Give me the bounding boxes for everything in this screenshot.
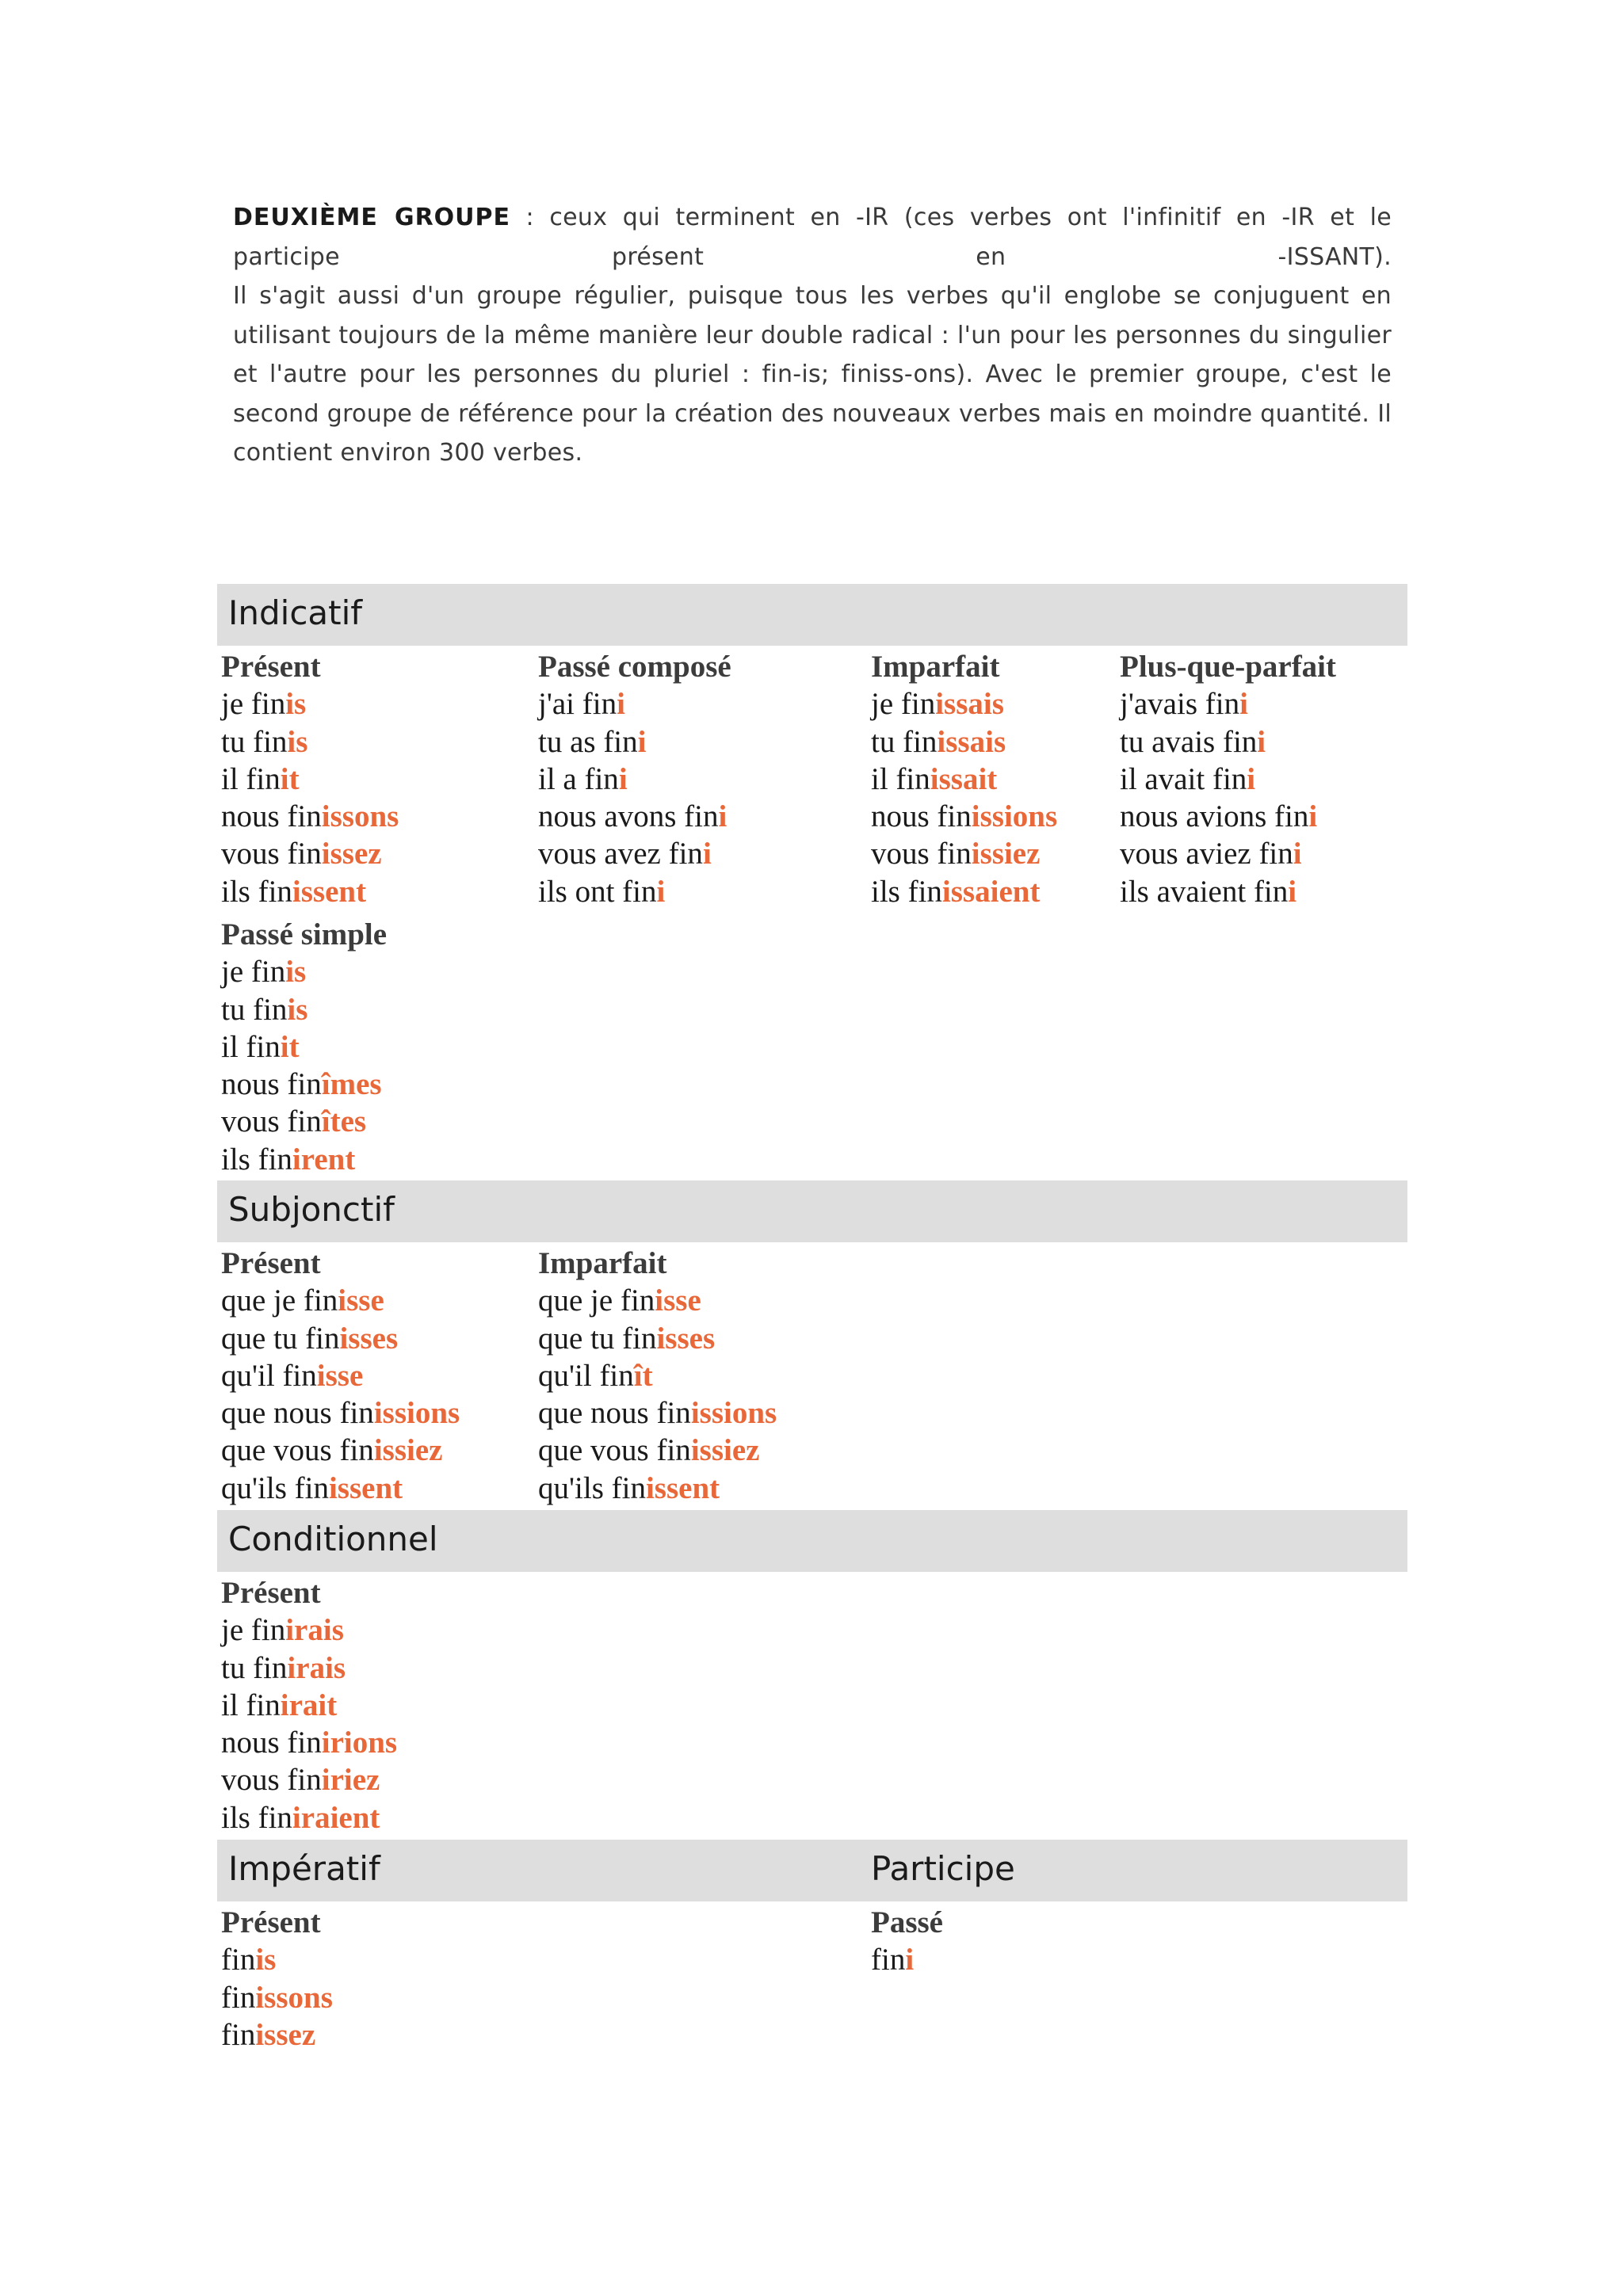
verb-stem: fin: [221, 2017, 256, 2052]
conjugation-row: [221, 1028, 387, 1066]
conjugation-row: [221, 1066, 387, 1103]
verb-stem: vous aviez fin: [1120, 837, 1293, 871]
verb-stem: je fin: [221, 1613, 286, 1648]
tense-heading: Imparfait: [871, 650, 1000, 684]
conjugation-row: [221, 953, 387, 990]
verb-stem: que tu fin: [221, 1321, 340, 1356]
tense-heading: Imparfait: [538, 1246, 667, 1280]
verb-stem: fin: [871, 1943, 906, 1978]
tense-heading: Présent: [221, 1905, 321, 1939]
section-band-imperatif-participe: [217, 1840, 1407, 1901]
conditionnel-present-column: [221, 1574, 397, 1836]
conjugation-row: [221, 1687, 397, 1724]
verb-stem: nous fin: [221, 1726, 322, 1760]
verb-stem: j'ai fin: [538, 687, 617, 722]
verb-stem: il fin: [871, 761, 930, 796]
verb-ending: i: [1239, 687, 1248, 722]
verb-ending: irais: [285, 1613, 344, 1648]
conjugation-row: [871, 685, 1057, 723]
conjugation-row: [538, 1432, 777, 1469]
conjugation-row: [538, 1394, 777, 1432]
verb-stem: vous fin: [871, 837, 972, 871]
conjugation-row: [221, 1761, 397, 1798]
verb-stem: que nous fin: [538, 1396, 691, 1431]
conjugation-row: [221, 1470, 460, 1507]
conjugation-row: [221, 1320, 460, 1357]
verb-ending: issions: [971, 799, 1058, 834]
participe-passe-column: [871, 1904, 943, 1979]
imperatif-present-column: [221, 1904, 333, 2054]
verb-ending: issons: [321, 799, 399, 834]
conjugation-row: [221, 1282, 460, 1319]
conjugation-row: [538, 798, 731, 835]
conjugation-row: [221, 2016, 333, 2054]
verb-stem: qu'il fin: [538, 1358, 634, 1393]
conjugation-row: [221, 1432, 460, 1469]
verb-ending: irait: [280, 1688, 338, 1722]
verb-ending: i: [656, 874, 666, 909]
conjugation-row: [221, 1941, 333, 1978]
conjugation-row: [538, 723, 731, 761]
conjugation-row: [221, 1141, 387, 1178]
section-title-indicatif: Indicatif: [228, 593, 363, 632]
conjugation-row: [871, 723, 1057, 761]
conjugation-row: [221, 835, 399, 872]
verb-ending: i: [905, 1943, 915, 1978]
section-title-conditionnel: Conditionnel: [228, 1520, 438, 1558]
verb-stem: qu'il fin: [221, 1358, 317, 1393]
verb-stem: que je fin: [221, 1283, 338, 1318]
conjugation-row: [871, 835, 1057, 872]
verb-stem: fin: [221, 1980, 256, 2015]
verb-ending: i: [617, 687, 625, 722]
verb-stem: ils ont fin: [538, 874, 657, 909]
conjugation-row: [538, 835, 731, 872]
verb-stem: nous fin: [221, 1067, 322, 1102]
conjugation-row: [538, 1470, 777, 1507]
conjugation-row: [221, 1357, 460, 1394]
verb-stem: que je fin: [538, 1283, 655, 1318]
verb-ending: i: [618, 761, 628, 796]
intro-line1-text: : ceux qui terminent en -IR (ces verbes ont l'infinitif en -IR et le: [525, 204, 1392, 231]
verb-stem: qu'ils fin: [221, 1470, 329, 1505]
verb-ending: issiez: [690, 1433, 760, 1468]
verb-ending: it: [280, 761, 300, 796]
conjugation-row: [221, 723, 399, 761]
verb-stem: vous fin: [221, 837, 322, 871]
conjugation-row: [221, 798, 399, 835]
verb-ending: îtes: [321, 1104, 367, 1139]
verb-stem: il fin: [221, 1688, 281, 1722]
intro-line-1: [233, 198, 1392, 238]
verb-stem: vous avez fin: [538, 837, 703, 871]
verb-ending: is: [287, 992, 308, 1027]
verb-stem: je fin: [871, 687, 936, 722]
verb-stem: ils fin: [221, 874, 292, 909]
conjugation-row: [221, 991, 387, 1028]
conjugation-row: [221, 1103, 387, 1140]
verb-ending: isse: [316, 1358, 364, 1393]
verb-stem: j'avais fin: [1120, 687, 1240, 722]
tense-heading: Plus-que-parfait: [1120, 650, 1336, 684]
verb-stem: que nous fin: [221, 1396, 374, 1431]
conjugation-row: [221, 1724, 397, 1761]
verb-ending: issions: [690, 1396, 777, 1431]
verb-ending: issiez: [971, 837, 1041, 871]
verb-stem: je fin: [221, 687, 286, 722]
tense-heading: Passé simple: [221, 917, 388, 952]
intro-body: Il s'agit aussi d'un groupe régulier, puisque tous les verbes qu'il englobe se conjuguent en utilisant toujours de la même manière leur double radical : l'un pour les personnes du singulier et l'autre pour les personnes du pluriel : fin-is; finiss-ons). Avec le premier groupe, c'est le second groupe de référence pour la création des nouveaux verbes mais en moindre quantité. Il contient environ 300 verbes.: [233, 282, 1392, 467]
conjugation-row: [871, 761, 1057, 798]
verb-stem: ils fin: [871, 874, 942, 909]
conjugation-row: [871, 1941, 943, 1978]
verb-ending: îmes: [321, 1067, 382, 1102]
conjugation-row: [538, 873, 731, 910]
verb-stem: vous fin: [221, 1104, 322, 1139]
conjugation-row: [538, 761, 731, 798]
verb-stem: que vous fin: [538, 1433, 691, 1468]
verb-stem: vous fin: [221, 1763, 322, 1798]
verb-stem: tu fin: [221, 1650, 288, 1685]
verb-stem: nous fin: [871, 799, 972, 834]
indicatif-imparfait-column: [871, 648, 1057, 910]
conjugation-row: [221, 1979, 333, 2016]
indicatif-plus-que-parfait-column: [1120, 648, 1336, 910]
verb-ending: issions: [373, 1396, 460, 1431]
conjugation-row: [538, 1357, 777, 1394]
verb-ending: issais: [937, 724, 1006, 759]
verb-ending: i: [1293, 837, 1302, 871]
verb-ending: is: [255, 1943, 277, 1978]
verb-ending: is: [285, 687, 307, 722]
tense-heading: Passé composé: [538, 650, 731, 684]
conjugation-row: [538, 1282, 777, 1319]
conjugation-row: [221, 1394, 460, 1432]
verb-stem: ils fin: [221, 1142, 292, 1177]
section-band-conditionnel: [217, 1510, 1407, 1572]
verb-stem: qu'ils fin: [538, 1470, 646, 1505]
conjugation-row: [1120, 873, 1336, 910]
conjugation-row: [871, 873, 1057, 910]
verb-stem: nous fin: [221, 799, 322, 834]
tense-heading: Présent: [221, 1246, 321, 1280]
section-title-imperatif: Impératif: [228, 1849, 380, 1888]
conjugation-row: [1120, 723, 1336, 761]
conjugation-row: [538, 1320, 777, 1357]
conjugation-row: [1120, 685, 1336, 723]
intro-paragraph: [233, 198, 1392, 473]
verb-stem: tu avais fin: [1120, 724, 1258, 759]
verb-stem: il avait fin: [1120, 761, 1247, 796]
verb-ending: is: [287, 724, 308, 759]
verb-stem: nous avons fin: [538, 799, 719, 834]
verb-ending: issait: [930, 761, 998, 796]
verb-ending: i: [1247, 761, 1256, 796]
verb-ending: issons: [255, 1980, 333, 2015]
verb-ending: issent: [292, 874, 367, 909]
section-band-indicatif: [217, 584, 1407, 646]
subjonctif-present-column: [221, 1245, 460, 1507]
verb-ending: irais: [287, 1650, 346, 1685]
verb-stem: ils avaient fin: [1120, 874, 1289, 909]
verb-ending: isses: [339, 1321, 399, 1356]
verb-ending: i: [1257, 724, 1266, 759]
conjugation-row: [221, 1799, 397, 1836]
tense-heading: Passé: [871, 1905, 943, 1939]
verb-stem: que vous fin: [221, 1433, 374, 1468]
section-title-subjonctif: Subjonctif: [228, 1190, 395, 1229]
indicatif-passe-compose-column: [538, 648, 731, 910]
intro-line-2: participe présent en -ISSANT).: [233, 242, 1392, 271]
verb-ending: it: [280, 1029, 300, 1064]
indicatif-present-column: [221, 648, 399, 910]
subjonctif-imparfait-column: [538, 1245, 777, 1507]
verb-ending: i: [718, 799, 727, 834]
verb-stem: tu fin: [871, 724, 938, 759]
verb-ending: issez: [321, 837, 382, 871]
verb-ending: isse: [338, 1283, 384, 1318]
indicatif-passe-simple-column: [221, 916, 387, 1178]
conjugation-row: [221, 761, 399, 798]
verb-stem: ils fin: [221, 1800, 292, 1835]
verb-ending: ît: [633, 1358, 653, 1393]
verb-stem: je fin: [221, 955, 286, 990]
verb-ending: issiez: [373, 1433, 443, 1468]
conjugation-row: [221, 1611, 397, 1649]
verb-ending: irent: [292, 1142, 356, 1177]
verb-stem: que tu fin: [538, 1321, 657, 1356]
verb-stem: tu fin: [221, 992, 288, 1027]
conjugation-row: [221, 685, 399, 723]
verb-ending: i: [702, 837, 712, 871]
verb-stem: il a fin: [538, 761, 619, 796]
conjugation-row: [221, 1650, 397, 1687]
verb-ending: i: [637, 724, 647, 759]
group-title: DEUXIÈME GROUPE: [233, 204, 511, 231]
verb-ending: iriez: [321, 1763, 380, 1798]
verb-stem: tu as fin: [538, 724, 638, 759]
verb-stem: fin: [221, 1943, 256, 1978]
tense-heading: Présent: [221, 1576, 321, 1610]
verb-ending: is: [285, 955, 307, 990]
verb-ending: i: [1308, 799, 1318, 834]
tense-heading: Présent: [221, 650, 321, 684]
verb-ending: isses: [656, 1321, 716, 1356]
section-band-subjonctif: [217, 1180, 1407, 1242]
verb-ending: issais: [935, 687, 1004, 722]
conjugation-row: [221, 873, 399, 910]
conjugation-row: [1120, 798, 1336, 835]
verb-ending: issaient: [941, 874, 1041, 909]
verb-stem: il fin: [221, 761, 281, 796]
section-title-participe: Participe: [871, 1849, 1015, 1888]
verb-stem: nous avions fin: [1120, 799, 1309, 834]
verb-ending: i: [1288, 874, 1297, 909]
verb-ending: isse: [655, 1283, 701, 1318]
verb-stem: il fin: [221, 1029, 281, 1064]
conjugation-row: [538, 685, 731, 723]
conjugation-row: [1120, 835, 1336, 872]
verb-ending: issent: [645, 1470, 720, 1505]
verb-ending: issez: [255, 2017, 316, 2052]
verb-ending: irions: [321, 1726, 398, 1760]
conjugation-row: [871, 798, 1057, 835]
verb-ending: iraient: [292, 1800, 380, 1835]
verb-stem: tu fin: [221, 724, 288, 759]
verb-ending: issent: [328, 1470, 403, 1505]
conjugation-row: [1120, 761, 1336, 798]
